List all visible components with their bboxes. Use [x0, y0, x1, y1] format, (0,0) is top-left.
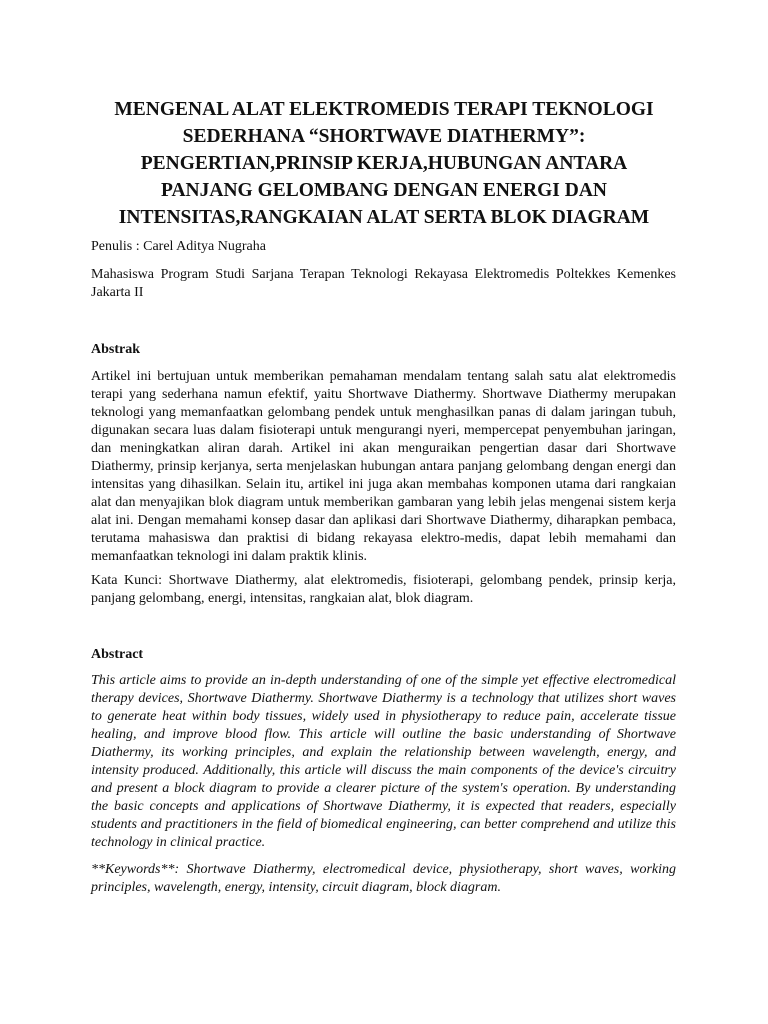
title-line: SEDERHANA “SHORTWAVE DIATHERMY”: [182, 126, 586, 147]
abstrak-body: Artikel ini bertujuan untuk memberikan pemahaman mendalam tentang salah satu alat elektromedis terapi yang sederhana namun efektif, yaitu Shortwave Diathermy. Shortwave Diathermy merupakan teknologi yang memanfaatkan gelombang pendek untuk menghasilkan panas di dalam jaringan tubuh, digunakan secara luas dalam fisioterapi untuk mengurangi nyeri, mempercepat penyembuhan jaringan, dan meningkatkan aliran darah. Artikel ini akan menguraikan pengertian dasar dari Shortwave Diathermy, prinsip kerjanya, serta menjelaskan hubungan antara panjang gelombang dengan energi dan intensitas yang dihasilkan. Selain itu, artikel ini juga akan membahas komponen utama dari rangkaian alat dan menyajikan blok diagram untuk memberikan gambaran yang lebih jelas mengenai sistem kerja alat ini. Dengan memahami konsep dasar dan aplikasi dari Shortwave Diathermy, diharapkan pembaca, terutama mahasiswa dan praktisi di bidang rekayasa elektro-medis, dapat lebih memahami dan memanfaatkan teknologi ini dalam praktik klinis. [91, 369, 676, 564]
title-line: INTENSITAS,RANGKAIAN ALAT SERTA BLOK DIAGRAM [118, 207, 650, 228]
abstract-heading: Abstract [91, 647, 144, 662]
title-line: PANJANG GELOMBANG DENGAN ENERGI DAN [161, 180, 607, 201]
abstract-body: This article aims to provide an in-depth understanding of one of the simple yet effective electromedical therapy devices, Shortwave Diathermy. Shortwave Diathermy is a technology that utilizes short waves to generate heat within body tissues, widely used in physiotherapy to reduce pain, accelerate tissue healing, and improve blood flow. This article will outline the basic understanding of Shortwave Diathermy, its working principles, and explain the relationship between wavelength, energy, and intensity produced. Additionally, this article will discuss the main components of the device's circuitry and present a block diagram to provide a clearer picture of the system's operation. By understanding the basic concepts and applications of Shortwave Diathermy, it is expected that readers, especially students and practitioners in the field of biomedical engineering, can better comprehend and utilize this technology in clinical practice. [91, 673, 676, 850]
title-line: MENGENAL ALAT ELEKTROMEDIS TERAPI TEKNOLOGI [114, 99, 654, 120]
title-line: PENGERTIAN,PRINSIP KERJA,HUBUNGAN ANTARA [140, 153, 628, 174]
abstrak-keywords: Kata Kunci: Shortwave Diathermy, alat elektromedis, fisioterapi, gelombang pendek, prinsip kerja, panjang gelombang, energi, intensitas, rangkaian alat, blok diagram. [91, 573, 676, 606]
abstrak-heading: Abstrak [91, 342, 141, 357]
affiliation: Mahasiswa Program Studi Sarjana Terapan Teknologi Rekayasa Elektromedis Poltekkes Kemenkes Jakarta II [91, 267, 676, 300]
paper-title [60, 96, 708, 231]
abstract-keywords: **Keywords**: Shortwave Diathermy, electromedical device, physiotherapy, short waves, working principles, wavelength, energy, intensity, circuit diagram, block diagram. [91, 862, 676, 895]
author-line: Penulis : Carel Aditya Nugraha [91, 239, 266, 254]
